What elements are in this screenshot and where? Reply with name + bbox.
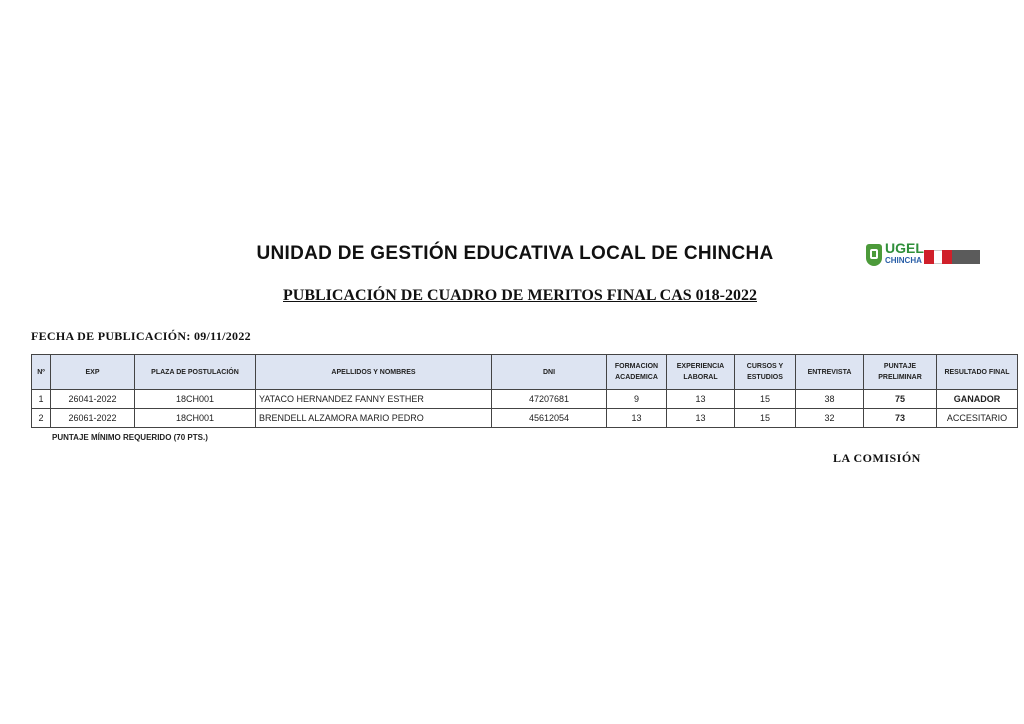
cell-formacion: 9 xyxy=(607,390,667,409)
results-table xyxy=(31,354,1018,428)
cell-resultado: ACCESITARIO xyxy=(937,409,1018,428)
signature-commission: LA COMISIÓN xyxy=(833,451,921,465)
logo-line2: CHINCHA xyxy=(885,256,922,265)
ugel-shield-icon xyxy=(866,244,882,266)
cell-cursos: 15 xyxy=(735,409,796,428)
cell-experiencia: 13 xyxy=(667,409,735,428)
ugel-chincha-logo xyxy=(866,241,982,273)
document-subtitle: PUBLICACIÓN DE CUADRO DE MERITOS FINAL CAS 018-2022 xyxy=(283,287,757,304)
header-cell-entrevista: ENTREVISTA xyxy=(796,355,864,390)
cell-dni: 45612054 xyxy=(492,409,607,428)
header-cell-cursos: CURSOS Y ESTUDIOS xyxy=(735,355,796,390)
header-cell-puntaje: PUNTAJE PRELIMINAR xyxy=(864,355,937,390)
cell-num: 1 xyxy=(32,390,51,409)
header-cell-experiencia: EXPERIENCIA LABORAL xyxy=(667,355,735,390)
header-cell-plaza: PLAZA DE POSTULACIÓN xyxy=(135,355,256,390)
cell-experiencia: 13 xyxy=(667,390,735,409)
cell-plaza: 18CH001 xyxy=(135,409,256,428)
publication-date: FECHA DE PUBLICACIÓN: 09/11/2022 xyxy=(31,329,251,343)
cell-puntaje: 75 xyxy=(864,390,937,409)
cell-entrevista: 32 xyxy=(796,409,864,428)
header-cell-formacion: FORMACION ACADEMICA xyxy=(607,355,667,390)
cell-dni: 47207681 xyxy=(492,390,607,409)
header-cell-dni: DNI xyxy=(492,355,607,390)
cell-nombres: YATACO HERNANDEZ FANNY ESTHER xyxy=(256,390,492,409)
header-cell-num: Nº xyxy=(32,355,51,390)
header-cell-exp: EXP xyxy=(51,355,135,390)
cell-resultado: GANADOR xyxy=(937,390,1018,409)
table-header-row xyxy=(32,355,1018,390)
logo-line1: UGEL xyxy=(885,240,924,256)
cell-plaza: 18CH001 xyxy=(135,390,256,409)
cell-puntaje: 73 xyxy=(864,409,937,428)
cell-exp: 26061-2022 xyxy=(51,409,135,428)
table-row xyxy=(32,390,1018,409)
document-title: UNIDAD DE GESTIÓN EDUCATIVA LOCAL DE CHINCHA xyxy=(256,243,774,264)
cell-entrevista: 38 xyxy=(796,390,864,409)
table-row xyxy=(32,409,1018,428)
peru-flag-icon xyxy=(924,250,980,264)
cell-cursos: 15 xyxy=(735,390,796,409)
minimum-score-note: PUNTAJE MÍNIMO REQUERIDO (70 PTS.) xyxy=(52,433,208,442)
header-cell-resultado: RESULTADO FINAL xyxy=(937,355,1018,390)
cell-num: 2 xyxy=(32,409,51,428)
cell-exp: 26041-2022 xyxy=(51,390,135,409)
cell-nombres: BRENDELL ALZAMORA MARIO PEDRO xyxy=(256,409,492,428)
cell-formacion: 13 xyxy=(607,409,667,428)
header-cell-nombres: APELLIDOS Y NOMBRES xyxy=(256,355,492,390)
